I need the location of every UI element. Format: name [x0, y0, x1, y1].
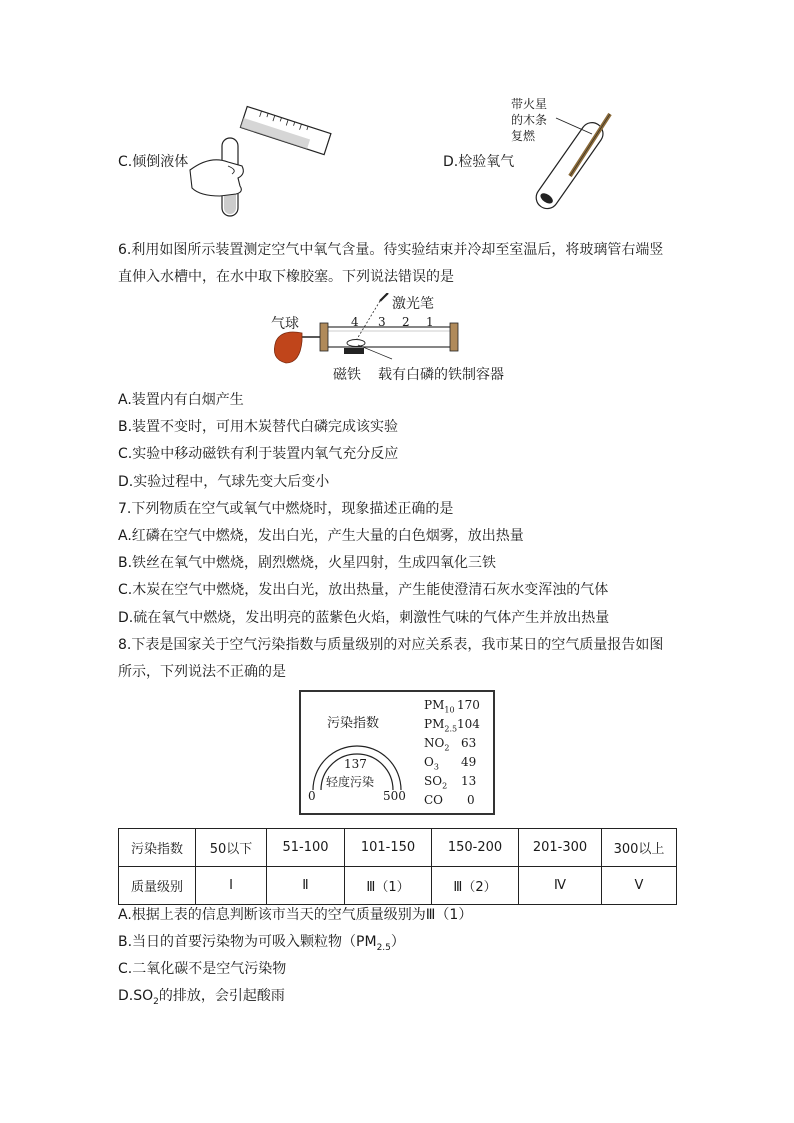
q8-option-b-text: B.当日的首要污染物为可吸入颗粒物（PM: [118, 934, 377, 950]
table-cell: 质量级别: [119, 867, 196, 905]
q6-option-b: B.装置不变时，可用木炭替代白磷完成该实验: [118, 419, 399, 435]
q8-option-b-close: ）: [390, 934, 405, 950]
q8-option-d-tail: 的排放，会引起酸雨: [158, 988, 285, 1004]
q8-option-d: [118, 986, 285, 1012]
table-cell: 101-150: [345, 829, 432, 867]
report-item-no2: $NO_2$: [424, 736, 450, 753]
report-value: 137: [344, 757, 367, 771]
table-cell: 污染指数: [119, 829, 196, 867]
table-cell: Ⅲ（2）: [432, 867, 519, 905]
report-item-o3: $O_3$: [424, 755, 439, 772]
report-value-co: 0: [467, 793, 475, 807]
table-cell: Ⅲ（1）: [345, 867, 432, 905]
report-value-pm25: 104: [457, 717, 480, 731]
q7-stem: 7.下列物质在空气或氧气中燃烧时，现象描述正确的是: [118, 501, 454, 517]
table-row: [119, 867, 677, 905]
q8-option-d-text: D.SO: [118, 988, 154, 1004]
q8-stem-line2: 所示，下列说法不正确的是: [118, 664, 286, 680]
air-quality-standard-table: [118, 828, 677, 905]
splint-label: [511, 96, 547, 144]
report-item-so2: $SO_2$: [424, 774, 448, 791]
table-cell: Ⅳ: [519, 867, 602, 905]
air-quality-report: [299, 690, 495, 815]
report-item-pm25: $PM_{2.5}$: [424, 717, 458, 734]
q6-magnet-label: 磁铁: [333, 367, 361, 383]
splint-label-line3: 复燃: [511, 129, 536, 143]
report-max: 500: [383, 789, 406, 803]
report-level: 轻度污染: [326, 775, 375, 789]
splint-label-line1: 带火星: [511, 97, 548, 111]
q6-option-c: C.实验中移动磁铁有利于装置内氧气充分反应: [118, 446, 399, 462]
q8-stem-line1: 8.下表是国家关于空气污染指数与质量级别的对应关系表，我市某日的空气质量报告如图: [118, 637, 664, 653]
q6-option-d: D.实验过程中，气球先变大后变小: [118, 474, 330, 490]
table-cell: 150-200: [432, 829, 519, 867]
q6-scale-1: 1: [426, 315, 434, 329]
pour-liquid-figure: [180, 100, 340, 225]
report-min: 0: [308, 789, 316, 803]
q8-option-c: C.二氧化碳不是空气污染物: [118, 961, 287, 977]
q7-option-b: B.铁丝在氧气中燃烧，剧烈燃烧，火星四射，生成四氧化三铁: [118, 555, 497, 571]
option-c-pour-liquid: C.倾倒液体: [118, 154, 189, 170]
q6-laser-label: 激光笔: [392, 296, 434, 312]
option-d-test-oxygen: D.检验氧气: [443, 154, 515, 170]
report-item-pm10: $PM_{10}$: [424, 698, 455, 715]
table-cell: Ⅱ: [267, 867, 345, 905]
report-item-co: CO: [424, 793, 444, 807]
table-row: [119, 829, 677, 867]
q6-scale-2: 2: [402, 315, 410, 329]
report-title: 污染指数: [327, 716, 380, 731]
q6-stem-line2: 直伸入水槽中，在水中取下橡胶塞。下列说法错误的是: [118, 269, 454, 285]
q8-option-b: [118, 932, 405, 958]
report-value-o3: 49: [461, 755, 477, 769]
q7-option-a: A.红磷在空气中燃烧，发出白光，产生大量的白色烟雾，放出热量: [118, 528, 524, 544]
q6-stem-line1: 6.利用如图所示装置测定空气中氧气含量。待实验结束并冷却至室温后，将玻璃管右端竖: [118, 242, 664, 258]
table-cell: V: [602, 867, 677, 905]
q7-option-d: D.硫在氧气中燃烧，发出明亮的蓝紫色火焰，刺激性气味的气体产生并放出热量: [118, 610, 610, 626]
q6-scale-3: 3: [378, 315, 386, 329]
q8-option-b-sub: 2.5: [376, 942, 391, 953]
q6-option-a: A.装置内有白烟产生: [118, 392, 244, 408]
q6-scale-4: 4: [351, 315, 359, 329]
table-cell: 201-300: [519, 829, 602, 867]
q6-balloon-label: 气球: [271, 316, 299, 332]
q8-option-a: A.根据上表的信息判断该市当天的空气质量级别为Ⅲ（1）: [118, 907, 473, 923]
q7-option-c: C.木炭在空气中燃烧，发出白光，放出热量，产生能使澄清石灰水变浑浊的气体: [118, 582, 609, 598]
table-cell: 300以上: [602, 829, 677, 867]
q6-container-label: 载有白磷的铁制容器: [378, 367, 504, 383]
table-cell: 51-100: [267, 829, 345, 867]
table-cell: 50以下: [196, 829, 267, 867]
report-value-so2: 13: [461, 774, 477, 788]
report-value-pm10: 170: [457, 698, 480, 712]
splint-label-line2: 的木条: [511, 113, 548, 127]
report-value-no2: 63: [461, 736, 477, 750]
q8-option-d-sub: 2: [153, 996, 159, 1007]
table-cell: I: [196, 867, 267, 905]
